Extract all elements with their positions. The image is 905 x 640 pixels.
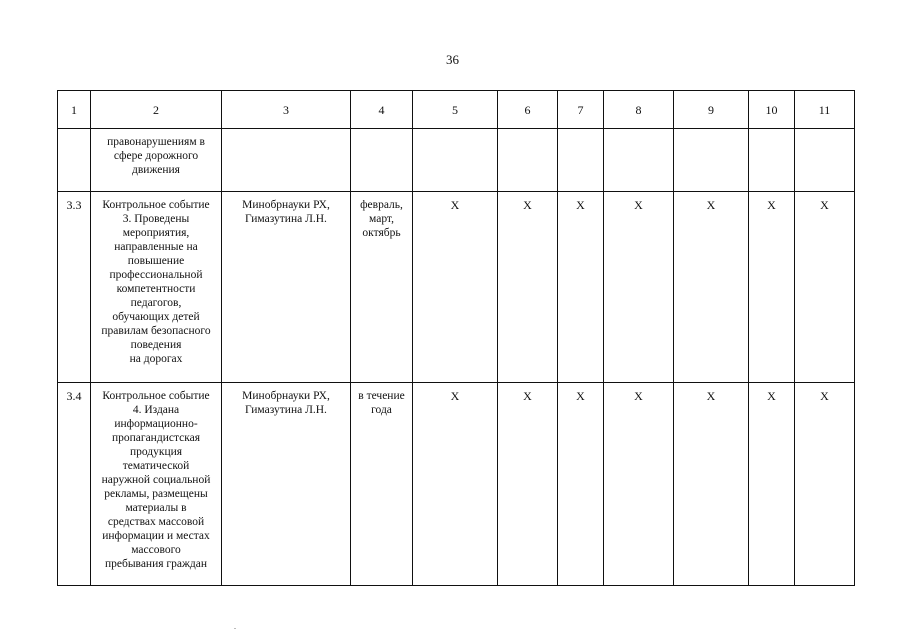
description-line: сфере дорожного <box>113 150 199 162</box>
mark-cell: X <box>674 383 749 586</box>
description-line: тематической <box>122 460 190 472</box>
mark-cell: X <box>674 192 749 383</box>
description-line: 3. Проведены <box>122 213 190 225</box>
mark-cell: X <box>413 383 498 586</box>
header-cell: 10 <box>749 91 795 129</box>
executor-line: Минобрнауки РХ, <box>242 390 330 402</box>
description-line: Контрольное событие <box>102 390 210 402</box>
description-line: информационно- <box>114 418 198 430</box>
header-cell: 1 <box>58 91 91 129</box>
description-line: на дорогах <box>129 353 183 365</box>
executor-line: Гимазутина Л.Н. <box>245 404 327 416</box>
description-line: рекламы, размещены <box>104 488 208 500</box>
row-number-cell <box>58 129 91 192</box>
row-number-cell: 3.3 <box>58 192 91 383</box>
mark-cell <box>795 129 855 192</box>
period-cell <box>351 129 413 192</box>
mark-cell: X <box>795 383 855 586</box>
header-cell: 11 <box>795 91 855 129</box>
period-cell <box>351 383 413 586</box>
mark-cell: X <box>558 383 604 586</box>
row-number-cell: 3.4 <box>58 383 91 586</box>
description-line: продукция <box>129 446 183 458</box>
period-line: март, <box>369 213 394 225</box>
mark-cell: X <box>795 192 855 383</box>
description-line: 4. Издана <box>132 404 180 416</box>
executor-line: Гимазутина Л.Н. <box>245 213 327 225</box>
description-line: пропагандистская <box>111 432 201 444</box>
description-line: пребывания граждан <box>104 558 208 570</box>
mark-cell: X <box>558 192 604 383</box>
plan-table <box>57 90 855 586</box>
executor-cell <box>222 383 351 586</box>
period-line: года <box>371 404 392 416</box>
executor-cell <box>222 192 351 383</box>
scan-speck <box>234 628 236 629</box>
mark-cell: X <box>749 192 795 383</box>
mark-cell: X <box>604 383 674 586</box>
mark-cell: X <box>604 192 674 383</box>
description-line: материалы в <box>125 502 187 514</box>
mark-cell: X <box>413 192 498 383</box>
period-line: в течение <box>358 390 405 402</box>
description-line: мероприятия, <box>122 227 190 239</box>
mark-cell <box>674 129 749 192</box>
mark-cell: X <box>498 383 558 586</box>
description-line: повышение <box>127 255 185 267</box>
mark-cell: X <box>749 383 795 586</box>
description-line: поведения <box>130 339 182 351</box>
mark-cell <box>749 129 795 192</box>
executor-cell <box>222 129 351 192</box>
header-cell: 9 <box>674 91 749 129</box>
period-line: февраль, <box>360 199 403 211</box>
description-line: педагогов, <box>130 297 182 309</box>
mark-cell: X <box>498 192 558 383</box>
header-cell: 5 <box>413 91 498 129</box>
table-row <box>58 129 855 192</box>
description-line: правонарушениям в <box>107 136 205 148</box>
description-cell <box>91 129 222 192</box>
table-row <box>58 192 855 383</box>
description-line: массового <box>131 544 181 556</box>
header-row <box>58 91 855 129</box>
header-cell: 7 <box>558 91 604 129</box>
header-cell: 3 <box>222 91 351 129</box>
period-cell <box>351 192 413 383</box>
mark-cell <box>413 129 498 192</box>
executor-line: Минобрнауки РХ, <box>242 199 330 211</box>
description-cell <box>91 383 222 586</box>
description-line: средствах массовой <box>107 516 205 528</box>
description-line: информации и местах <box>102 530 210 542</box>
header-cell: 8 <box>604 91 674 129</box>
table-row <box>58 383 855 586</box>
header-cell: 4 <box>351 91 413 129</box>
description-line: движения <box>132 164 180 176</box>
mark-cell <box>604 129 674 192</box>
description-line: обучающих детей <box>112 311 200 323</box>
description-cell <box>91 192 222 383</box>
header-cell: 2 <box>91 91 222 129</box>
header-cell: 6 <box>498 91 558 129</box>
period-line: октябрь <box>362 227 401 239</box>
description-line: наружной социальной <box>101 474 211 486</box>
description-line: правилам безопасного <box>101 325 211 337</box>
mark-cell <box>558 129 604 192</box>
description-line: компетентности <box>116 283 196 295</box>
description-line: Контрольное событие <box>102 199 210 211</box>
page-number: 36 <box>446 52 459 67</box>
description-line: профессиональной <box>109 269 203 281</box>
description-line: направленные на <box>114 241 198 253</box>
mark-cell <box>498 129 558 192</box>
